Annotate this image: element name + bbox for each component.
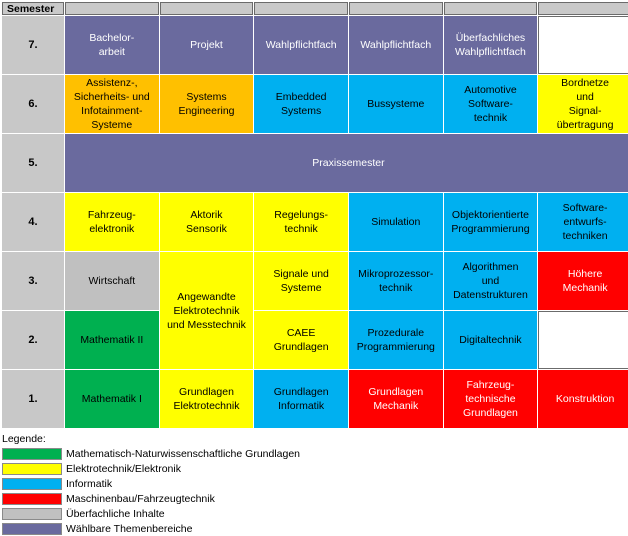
legend-swatch <box>2 523 62 535</box>
module-hoehere-mechanik: Höhere Mechanik <box>538 252 628 310</box>
module-signale-systeme: Signale und Systeme <box>254 252 348 310</box>
legend-swatch <box>2 508 62 520</box>
semester-label-6: 6. <box>2 75 64 133</box>
empty-cell <box>538 311 628 369</box>
module-assistenz-systeme: Assistenz-, Sicherheits- und Infotainment- Systeme <box>65 75 159 133</box>
legend-item <box>2 476 622 491</box>
module-caee-grundlagen: CAEE Grundlagen <box>254 311 348 369</box>
module-aktorik-sensorik: Aktorik Sensorik <box>160 193 254 251</box>
legend-swatch <box>2 493 62 505</box>
legend <box>2 432 622 536</box>
header-cell <box>444 2 538 15</box>
module-softwareentwurfstechniken: Software- entwurfs- techniken <box>538 193 628 251</box>
module-angewandte-elektrotechnik: Angewandte Elektrotechnik und Messtechnik <box>160 252 254 369</box>
module-systems-engineering: Systems Engineering <box>160 75 254 133</box>
legend-swatch <box>2 463 62 475</box>
legend-label: Informatik <box>66 477 113 490</box>
module-simulation: Simulation <box>349 193 443 251</box>
legend-item <box>2 521 622 536</box>
module-ueberfachliches-wahlpflichtfach: Überfachliches Wahlpflichtfach <box>444 16 538 74</box>
legend-label: Wählbare Themenbereiche <box>66 522 193 535</box>
module-grundlagen-informatik: Grundlagen Informatik <box>254 370 348 428</box>
module-mikroprozessortechnik: Mikroprozessor- technik <box>349 252 443 310</box>
module-konstruktion: Konstruktion <box>538 370 628 428</box>
semester-label-4: 4. <box>2 193 64 251</box>
semester-header: Semester <box>2 2 64 15</box>
semester-label-1: 1. <box>2 370 64 428</box>
module-mathematik-2: Mathematik II <box>65 311 159 369</box>
curriculum-table <box>2 2 626 418</box>
module-fahrzeugelektronik: Fahrzeug-elektronik <box>65 193 159 251</box>
empty-cell <box>538 16 628 74</box>
header-cell <box>538 2 628 15</box>
module-bachelorarbeit: Bachelor- arbeit <box>65 16 159 74</box>
legend-item <box>2 446 622 461</box>
legend-swatch <box>2 448 62 460</box>
legend-item <box>2 506 622 521</box>
module-grundlagen-elektrotechnik: Grundlagen Elektrotechnik <box>160 370 254 428</box>
semester-label-2: 2. <box>2 311 64 369</box>
module-grundlagen-mechanik: Grundlagen Mechanik <box>349 370 443 428</box>
module-prozedurale-programmierung: Prozedurale Programmierung <box>349 311 443 369</box>
semester-label-3: 3. <box>2 252 64 310</box>
legend-title: Legende: <box>2 433 46 445</box>
module-wahlpflichtfach-2: Wahlpflichtfach <box>349 16 443 74</box>
module-regelungstechnik: Regelungs- technik <box>254 193 348 251</box>
module-praxissemester: Praxissemester <box>65 134 628 192</box>
header-cell <box>349 2 443 15</box>
module-wirtschaft: Wirtschaft <box>65 252 159 310</box>
legend-label: Elektrotechnik/Elektronik <box>66 462 181 475</box>
module-embedded-systems: Embedded Systems <box>254 75 348 133</box>
module-automotive-softwaretechnik: Automotive Software- technik <box>444 75 538 133</box>
module-projekt: Projekt <box>160 16 254 74</box>
semester-label-7: 7. <box>2 16 64 74</box>
legend-label: Maschinenbau/Fahrzeugtechnik <box>66 492 215 505</box>
header-cell <box>254 2 348 15</box>
module-wahlpflichtfach-1: Wahlpflichtfach <box>254 16 348 74</box>
legend-item <box>2 491 622 506</box>
module-fahrzeugtechnische-grundlagen: Fahrzeug- technische Grundlagen <box>444 370 538 428</box>
semester-label-5: 5. <box>2 134 64 192</box>
legend-label: Überfachliche Inhalte <box>66 507 165 520</box>
header-cell <box>65 2 159 15</box>
module-digitaltechnik: Digitaltechnik <box>444 311 538 369</box>
header-cell <box>160 2 254 15</box>
legend-swatch <box>2 478 62 490</box>
module-bussysteme: Bussysteme <box>349 75 443 133</box>
module-mathematik-1: Mathematik I <box>65 370 159 428</box>
module-bordnetze: Bordnetze und Signal- übertragung <box>538 75 628 133</box>
legend-item <box>2 461 622 476</box>
legend-label: Mathematisch-Naturwissenschaftliche Grundlagen <box>66 447 301 460</box>
module-objektorientierte-programmierung: Objektorientierte Programmierung <box>444 193 538 251</box>
module-algorithmen-datenstrukturen: Algorithmen und Datenstrukturen <box>444 252 538 310</box>
